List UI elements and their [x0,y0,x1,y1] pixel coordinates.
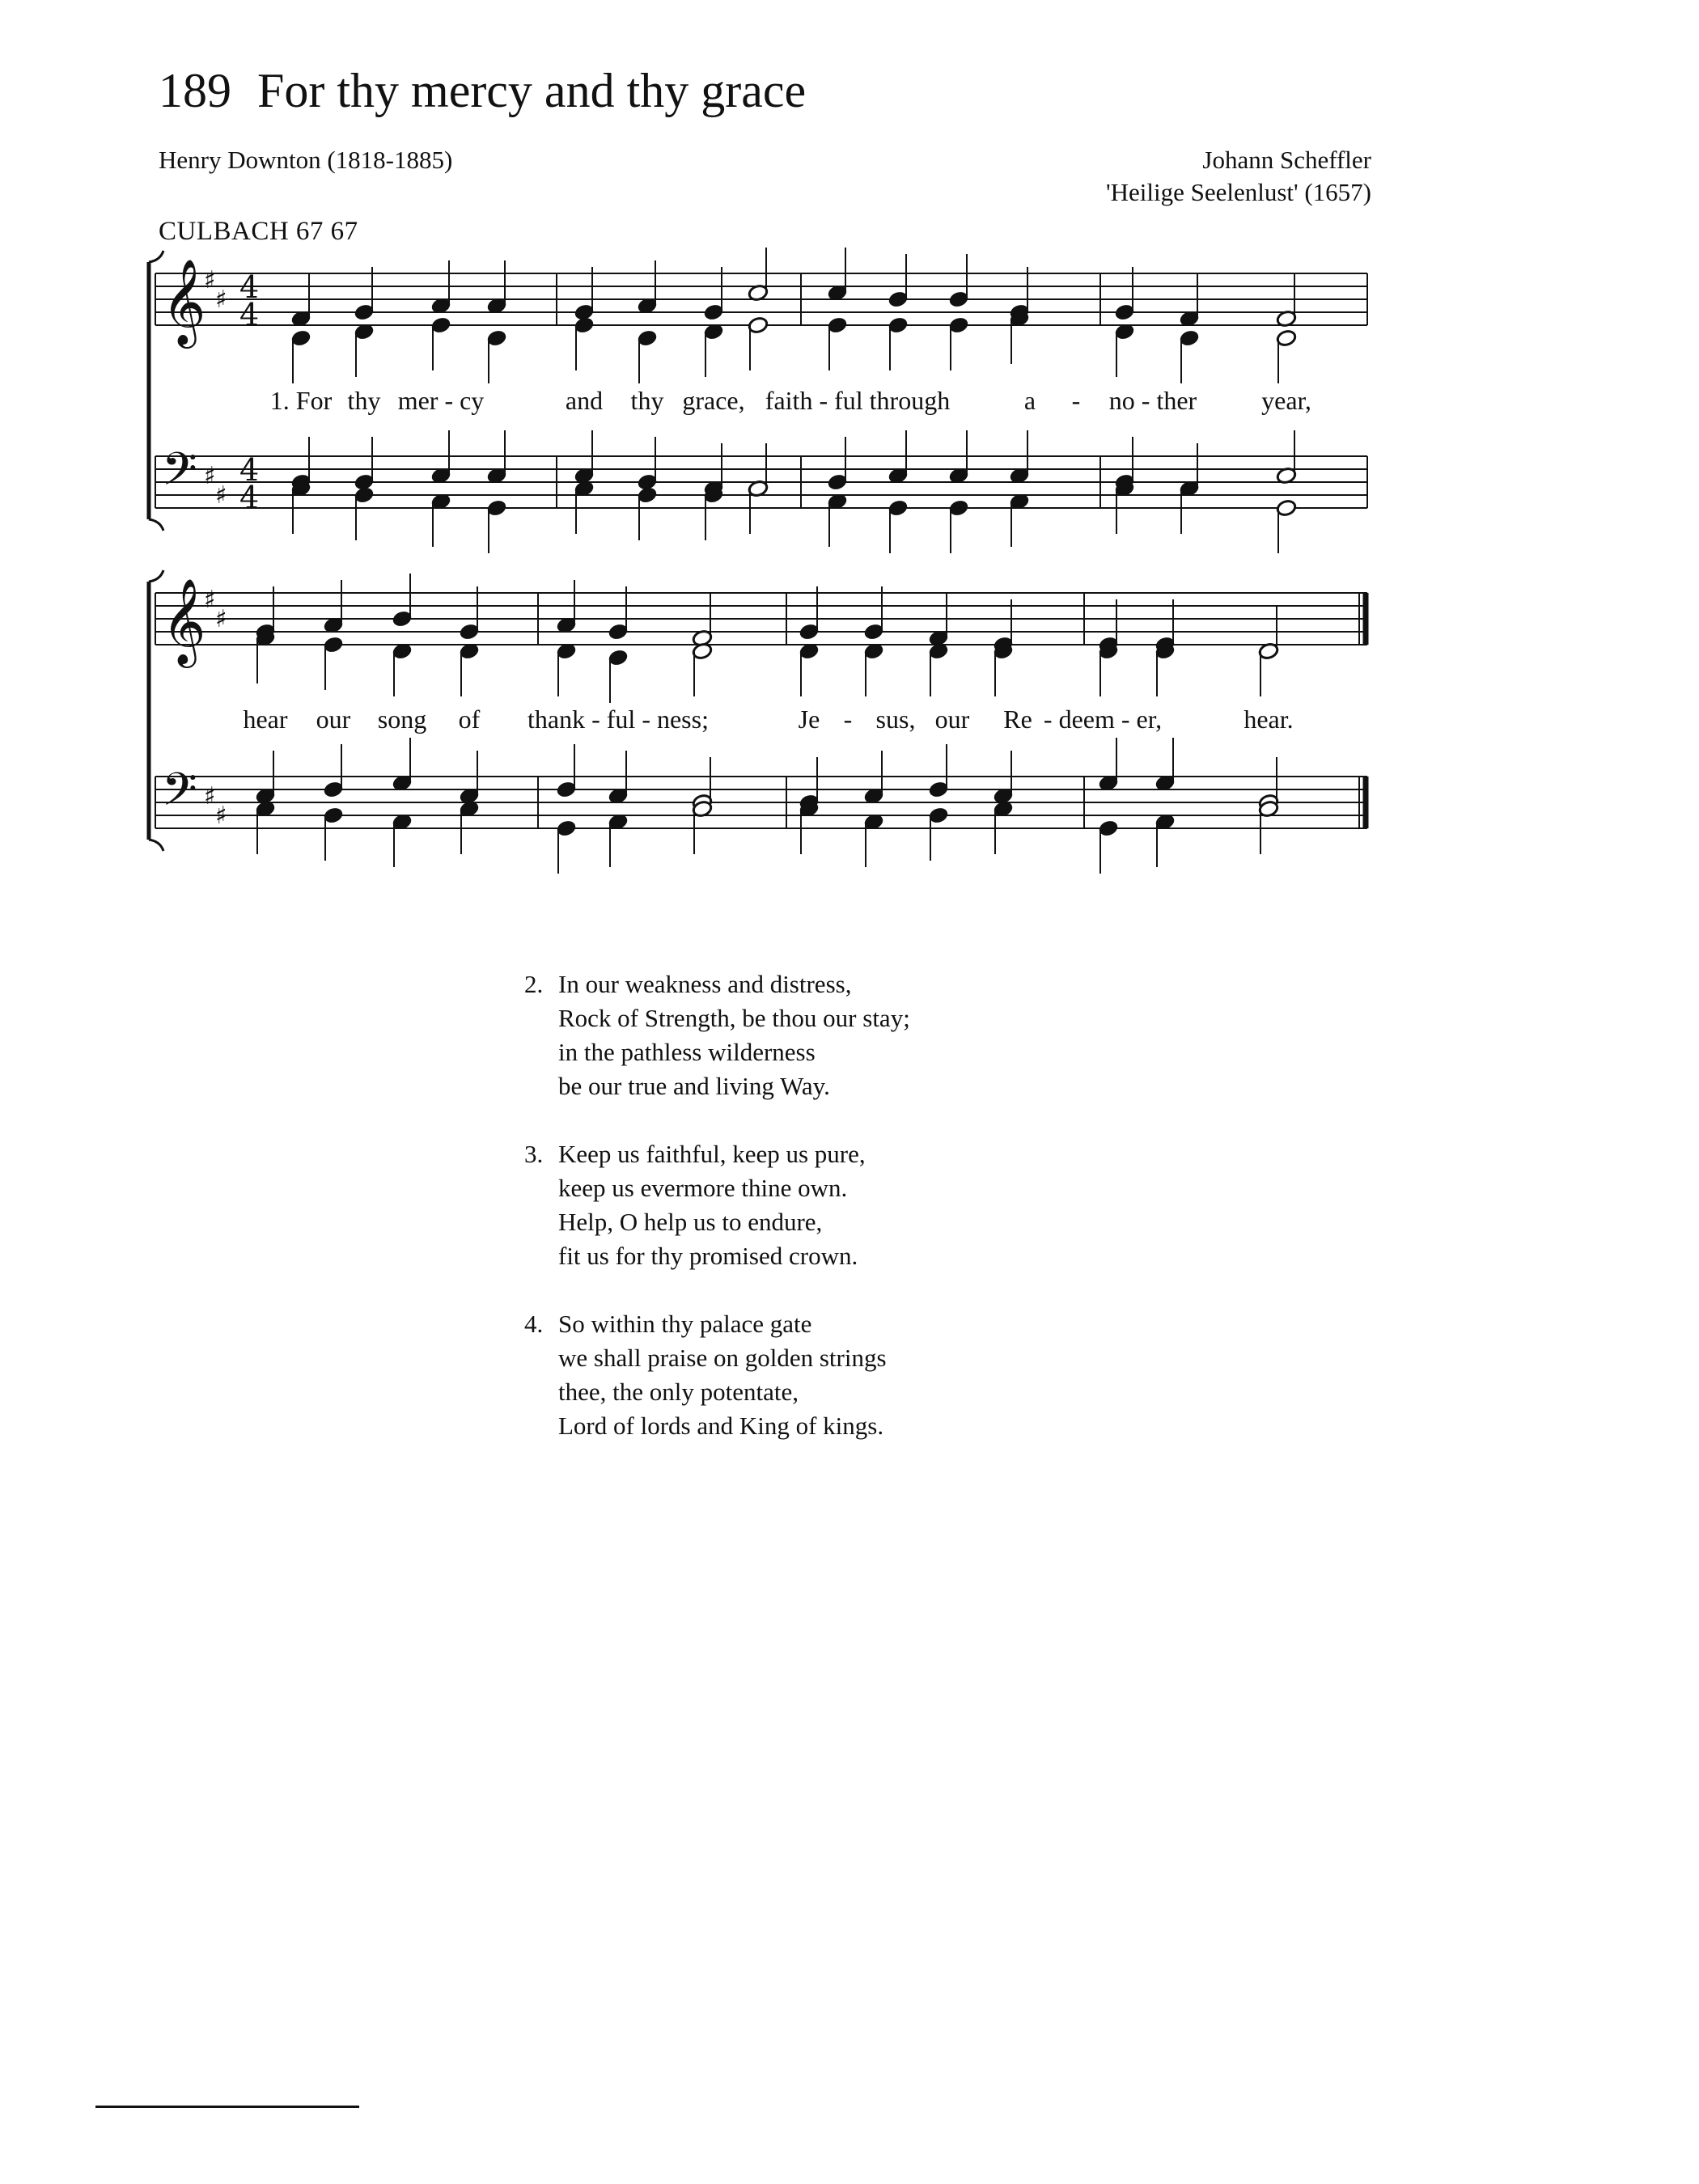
verse-line: Rock of Strength, be thou our stay; [558,1004,910,1032]
lyric-syllable: year, [1261,386,1311,415]
lyric-syllable: mer - cy [397,386,485,415]
lyric-syllable: hear [243,705,288,734]
svg-text:♯: ♯ [215,802,227,830]
svg-text:♯: ♯ [215,481,227,510]
lyric-syllable: our [934,705,970,734]
hymn-title: For thy mercy and thy grace [257,64,807,117]
lyric-syllable: faith - ful through [765,386,951,415]
music-score [0,0,1699,890]
verse-number: 4. [524,1310,544,1338]
svg-text:♯: ♯ [215,605,227,633]
lyric-syllable: - [843,705,853,734]
verse-2 [524,967,910,1103]
footer-rule [95,2106,359,2108]
svg-text:♯: ♯ [215,286,227,314]
lyric-syllable: sus, [875,705,916,734]
lyric-syllable: - deem - er, [1043,705,1163,734]
verse-line: Keep us faithful, keep us pure, [558,1140,866,1168]
svg-text:♯: ♯ [204,462,216,490]
hymn-number: 189 [159,64,231,117]
verse-line: be our true and living Way. [558,1072,830,1100]
notes [255,248,1297,874]
svg-text:𝄢: 𝄢 [162,443,197,507]
verse-line: thee, the only potentate, [558,1378,799,1406]
lyric-syllable: grace, [682,386,745,415]
verse-3 [524,1137,910,1273]
lyric-syllable: Re [1003,705,1032,734]
svg-text:♯: ♯ [204,782,216,811]
lyric-syllable: thy [347,386,381,415]
svg-text:♯: ♯ [204,266,216,294]
lyric-syllable: hear. [1244,705,1294,734]
verse-line: fit us for thy promised crown. [558,1242,858,1270]
lyric-syllable: thy [630,386,664,415]
lyric-syllable: 1. For [269,386,333,415]
verse-line: Lord of lords and King of kings. [558,1412,884,1440]
verse-4 [524,1307,910,1443]
svg-text:4: 4 [239,297,260,332]
lyric-syllable: and [565,386,604,415]
svg-text:4: 4 [239,269,260,305]
verse-line: In our weakness and distress, [558,970,852,998]
lyric-syllable: thank - ful - ness; [527,705,709,734]
tune-source: 'Heilige Seelenlust' (1657) [1106,178,1371,206]
svg-text:4: 4 [239,480,260,515]
verse-line: we shall praise on golden strings [558,1344,887,1372]
svg-text:4: 4 [239,452,260,488]
verse-number: 3. [524,1140,544,1168]
author-credit: Henry Downton (1818-1885) [159,146,453,174]
verses-block [524,967,910,1477]
lyric-syllable: Je [798,705,820,734]
lyric-syllable: no - ther [1108,386,1197,415]
svg-text:♯: ♯ [204,586,216,614]
lyric-syllable: a [1023,386,1036,415]
verse-line: keep us evermore thine own. [558,1174,848,1202]
verse-line: So within thy palace gate [558,1310,812,1338]
lyric-syllable: - [1071,386,1081,415]
svg-text:𝄞: 𝄞 [162,578,206,664]
lyric-syllable: song [377,705,427,734]
composer-credit: Johann Scheffler [1202,146,1371,174]
verse-line: Help, O help us to endure, [558,1208,823,1236]
svg-text:𝄞: 𝄞 [162,258,206,345]
verse-line: in the pathless wilderness [558,1038,816,1066]
tune-name: CULBACH 67 67 [159,217,358,246]
lyric-syllable: of [458,705,481,734]
verse-number: 2. [524,970,544,998]
lyric-syllable: our [316,705,351,734]
svg-text:𝄢: 𝄢 [162,764,197,827]
